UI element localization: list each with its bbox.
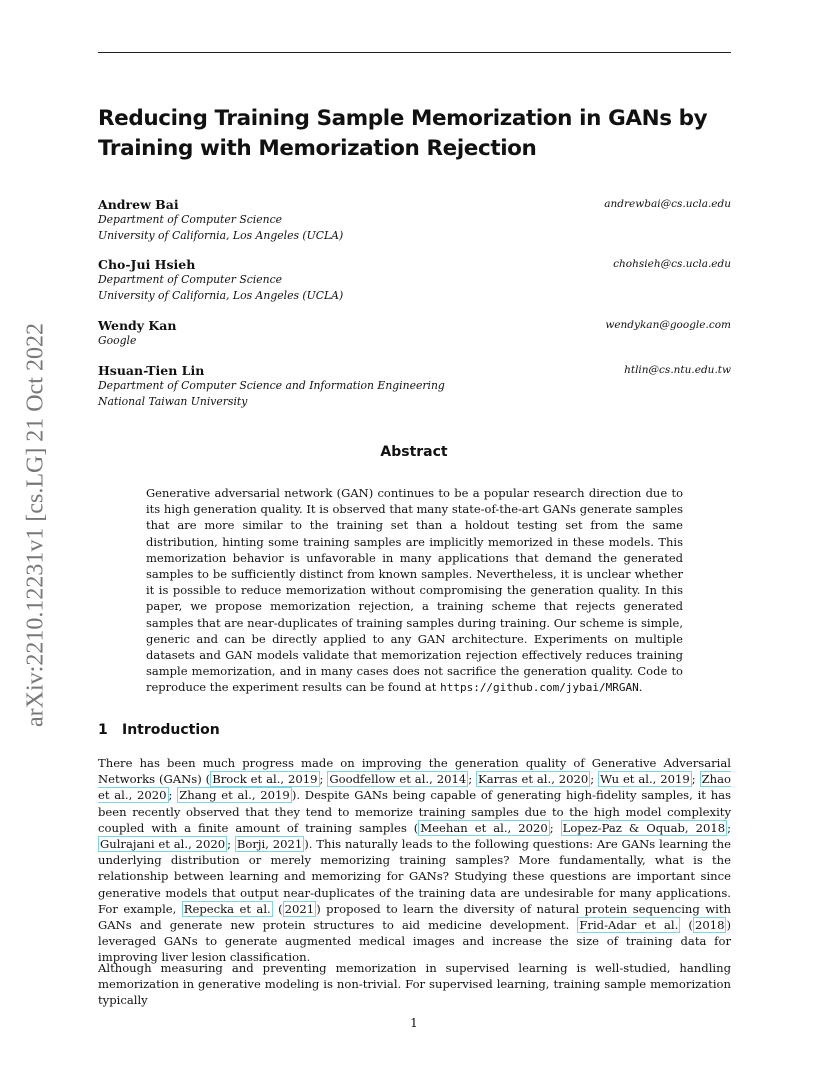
author-name: Cho-Jui Hsieh	[98, 257, 196, 272]
author-email: wendykan@google.com	[605, 319, 731, 331]
author-block-4	[98, 363, 731, 409]
citation-link[interactable]: Zhang et al., 2019	[179, 788, 290, 803]
section-heading	[98, 722, 220, 738]
text: ;	[549, 820, 561, 835]
text: There has been much progress made on improving the generation quality of Generative Adversarial Networks (GANs) (	[98, 756, 731, 787]
text: ). This naturally leads to the following questions: Are GANs learning the underlying distribution or merely memorizing training samples? More fundamentally, what is the relationship between learning and memorizing for GANs? Studying these questions are important since generative models that output near-duplicates of the training data are undesirable for many applications. For example,	[98, 837, 731, 916]
abstract-text	[146, 485, 683, 697]
author-affiliation: Google	[98, 334, 137, 347]
text: ;	[590, 772, 599, 787]
author-block-1	[98, 197, 731, 243]
citation-link[interactable]: Zhao et al., 2020	[98, 772, 732, 803]
citation-link[interactable]: Goodfellow et al., 2014	[329, 772, 467, 787]
text: ;	[227, 837, 235, 852]
text: ;	[468, 772, 477, 787]
code-url-link[interactable]: https://github.com/jybai/MRGAN	[440, 681, 639, 695]
intro-paragraph-2: Although measuring and preventing memorization in supervised learning is well-studied, handling memorization in generative modeling is non-trivial. For supervised learning, training sample memorization typically	[98, 961, 731, 1008]
text: ) proposed to learn the diversity of natural protein sequencing with GANs and generate new protein structures to aid medicine development.	[98, 901, 731, 933]
citation-link[interactable]: 2021	[284, 901, 315, 916]
citation-link[interactable]: Repecka et al.	[183, 901, 271, 916]
citation-link[interactable]: Wu et al., 2019	[600, 772, 690, 787]
text: (	[680, 918, 693, 933]
intro-paragraph-1	[98, 755, 731, 966]
citation-link[interactable]: Karras et al., 2020	[478, 772, 589, 787]
text: ;	[691, 772, 700, 787]
author-email: andrewbai@cs.ucla.edu	[604, 198, 731, 210]
author-name: Andrew Bai	[98, 197, 179, 212]
section-title: Introduction	[122, 722, 220, 738]
author-name: Wendy Kan	[98, 318, 177, 333]
abstract-body-text: Generative adversarial network (GAN) continues to be a popular research direction due to its high generation quality. It is observed that many state-of-the-art GANs generate samples that are more similar to the training set than a holdout testing set from the same distribution, hinting some training samples are implicitly memorized in these models. This memorization behavior is unfavorable in many applications that demand the generated samples to be sufficiently distinct from known samples. Nevertheless, it is unclear whether it is possible to reduce memorization without compromising the generation quality. In this paper, we propose memorization rejection, a training scheme that rejects generated samples that are near-duplicates of training samples during training. Our scheme is simple, generic and can be directly applied to any GAN architecture. Experiments on multiple datasets and GAN models validate that memorization rejection effectively reduces training sample memorization, and in many cases does not sacrifice the generation quality. Code to reproduce the experiment results can be found at	[146, 486, 683, 695]
text: ;	[727, 820, 732, 835]
citation-link[interactable]: Borji, 2021	[236, 837, 303, 852]
citation-link[interactable]: 2018	[694, 918, 725, 933]
author-affiliation: Department of Computer Science	[98, 213, 283, 226]
top-rule	[98, 52, 731, 53]
author-affiliation: University of California, Los Angeles (UCLA)	[98, 228, 344, 242]
citation-link[interactable]: Brock et al., 2019	[212, 772, 318, 787]
author-affiliation: National Taiwan University	[98, 394, 248, 408]
citation-link[interactable]: Meehan et al., 2020	[420, 820, 548, 835]
abstract-heading: Abstract	[380, 444, 448, 460]
author-block-3	[98, 318, 731, 349]
citation-link[interactable]: Lopez-Paz & Oquab, 2018	[562, 820, 726, 835]
text: (	[272, 901, 283, 916]
text: ;	[168, 788, 178, 803]
page-number: 1	[410, 1016, 418, 1030]
arxiv-identifier: arXiv:2210.12231v1 [cs.LG] 21 Oct 2022	[22, 323, 49, 727]
abstract-end: .	[638, 680, 643, 695]
text: ;	[319, 772, 328, 787]
text: ) leveraged GANs to generate augmented medical images and increase the size of training data for improving liver lesion classification.	[98, 918, 731, 965]
section-number: 1	[98, 722, 108, 738]
citation-link[interactable]: Frid-Adar et al.	[579, 918, 679, 933]
author-name: Hsuan-Tien Lin	[98, 363, 205, 378]
text: ). Despite GANs being capable of generating high-fidelity samples, it has been recently observed that they tend to memorize training samples due to the high model complexity coupled with a finite amount of training samples (	[98, 788, 732, 835]
author-email: htlin@cs.ntu.edu.tw	[624, 364, 731, 376]
paper-title: Reducing Training Sample Memorization in GANs by Training with Memorization Rejection	[98, 106, 708, 161]
citation-link[interactable]: Gulrajani et al., 2020	[100, 837, 226, 852]
author-affiliation: University of California, Los Angeles (UCLA)	[98, 288, 344, 302]
author-email: chohsieh@cs.ucla.edu	[613, 258, 731, 270]
author-block-2	[98, 257, 731, 303]
author-affiliation: Department of Computer Science	[98, 273, 283, 286]
author-affiliation: Department of Computer Science and Information Engineering	[98, 379, 445, 392]
